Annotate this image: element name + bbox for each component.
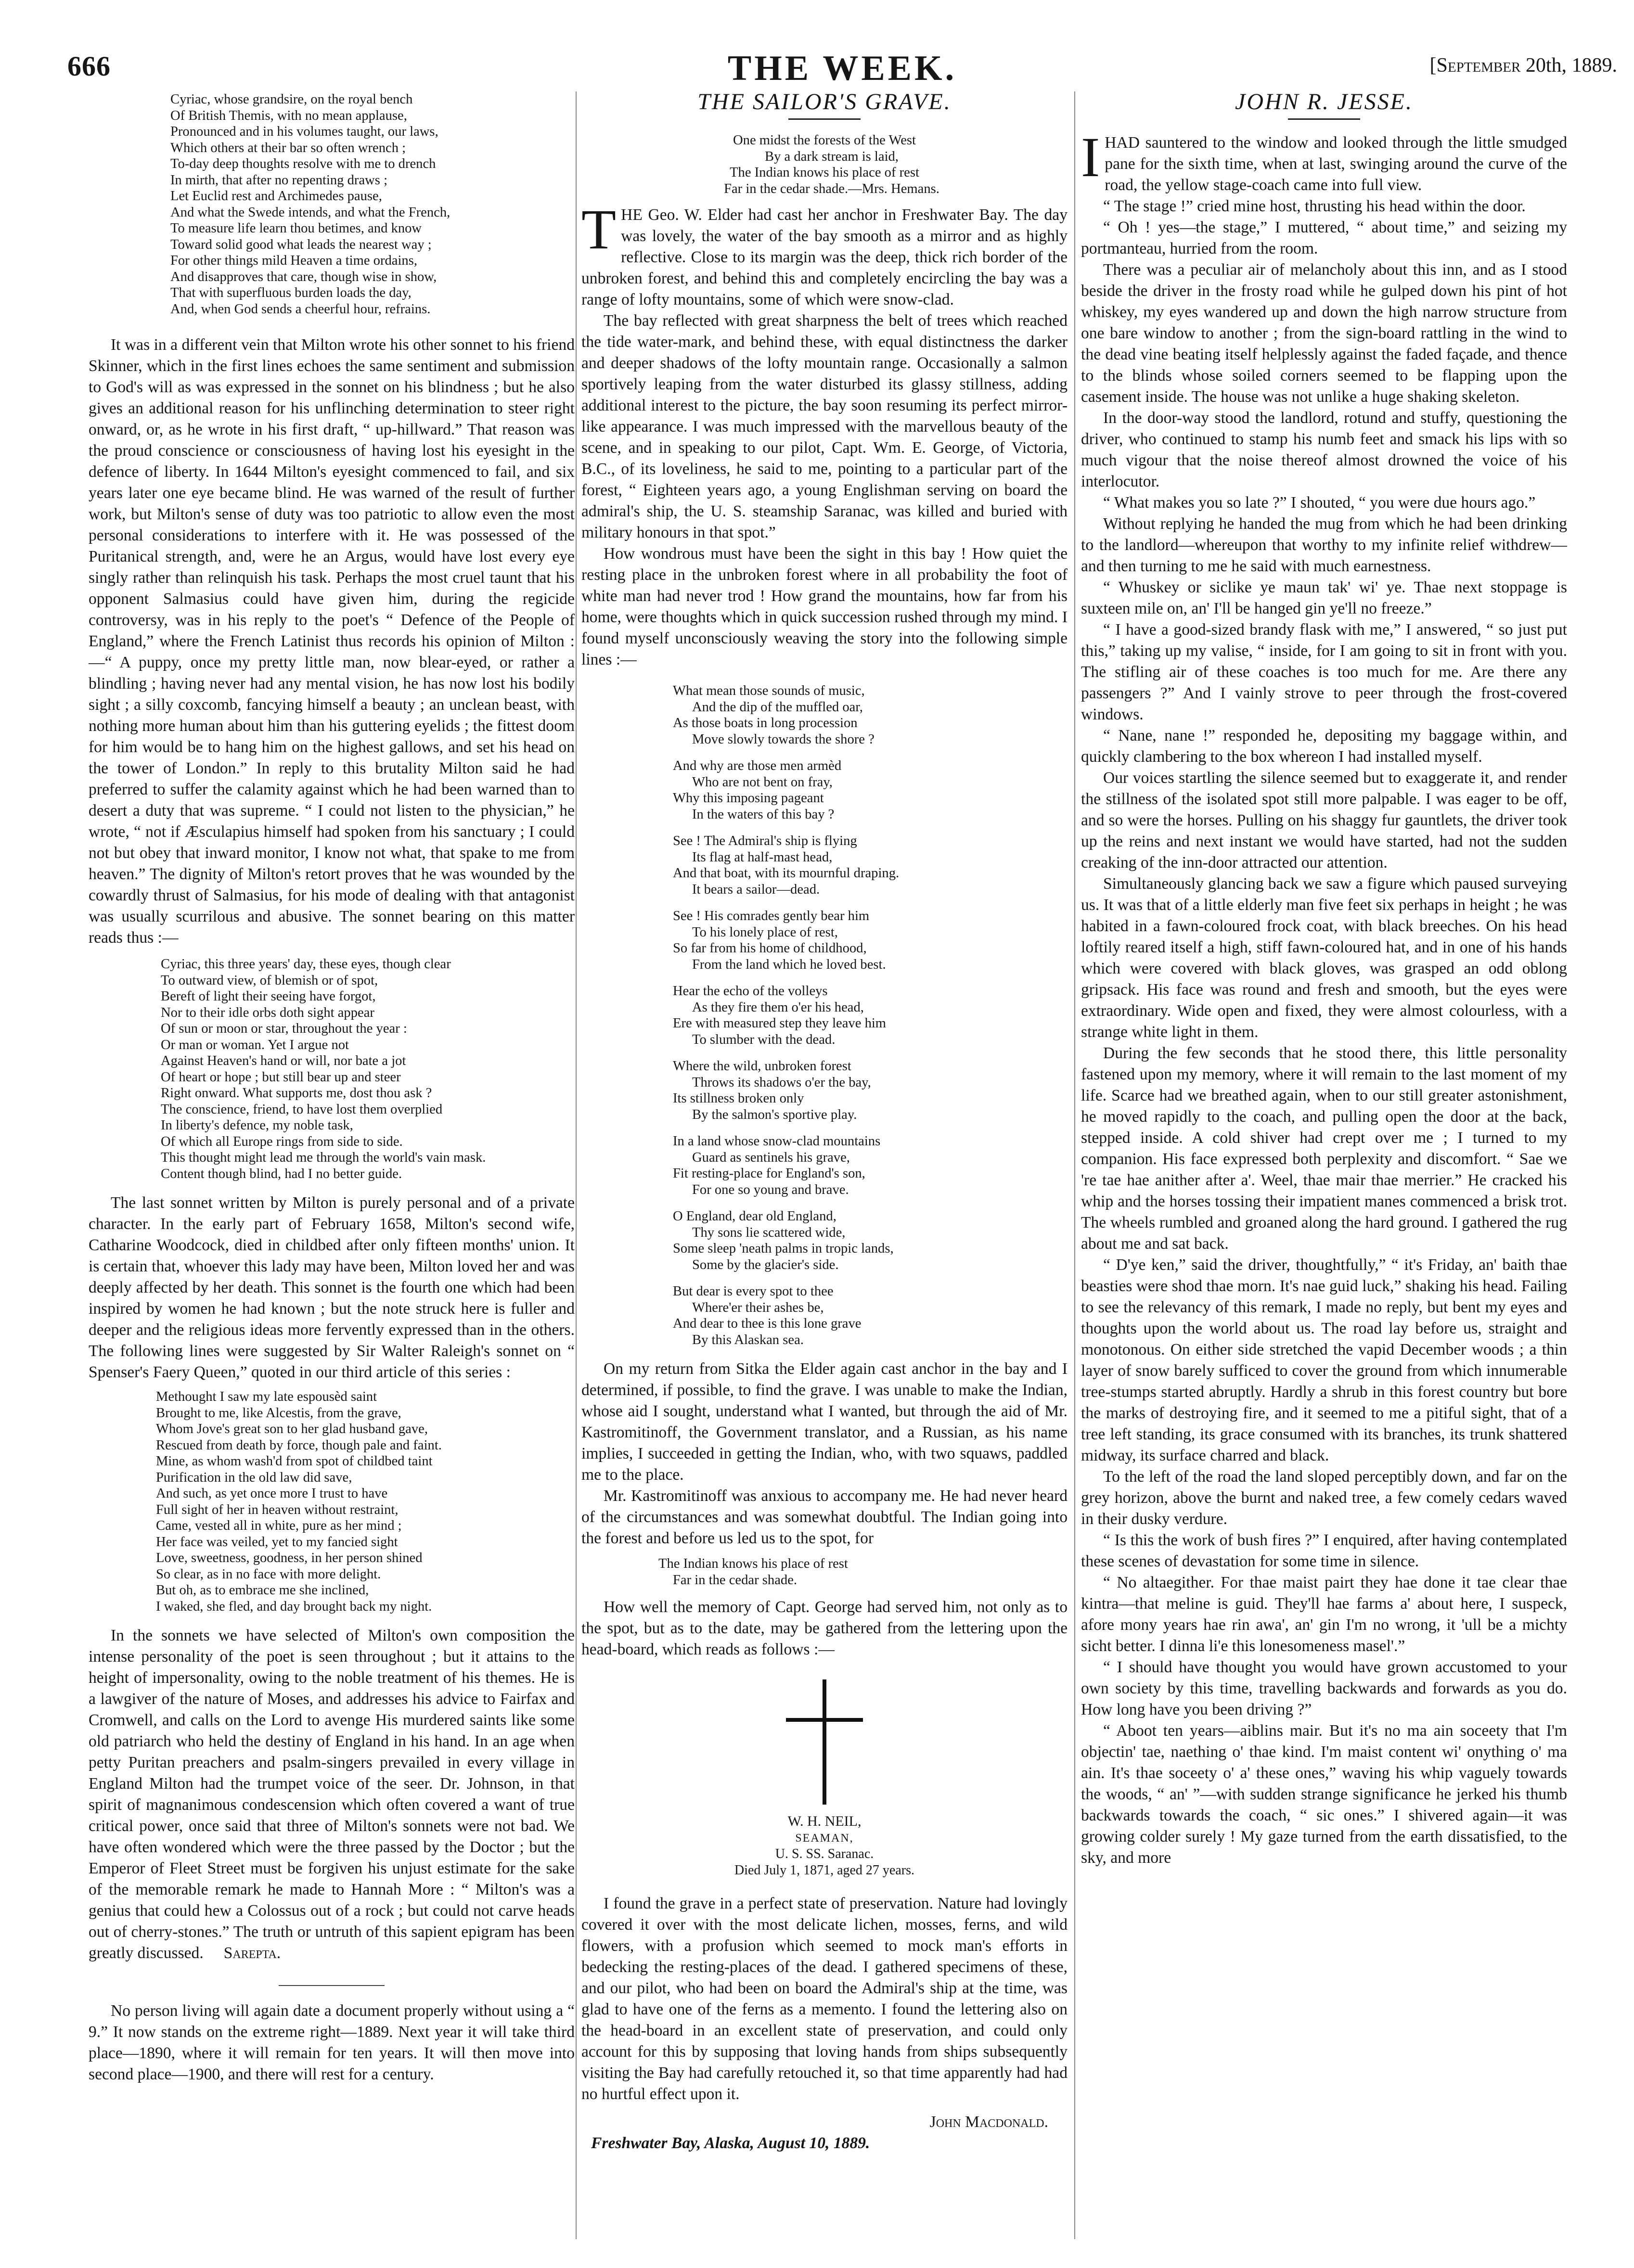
page-number: 666 xyxy=(67,51,111,82)
paragraph-last-sonnet: The last sonnet written by Milton is purely personal and of a private character. In the early part of February 1658, Milton's second wife, Catharine Woodcock, died in childbed after only fifteen months' union. It is certain that, whoever this lady may have been, Milton loved her and was deeply affected by her death. This sonnet is the fourth one which had been inspired by women he had known ; but the note struck here is fuller and deeper and the religious ideas more fervently expressed than in the others. The following lines were suggested by Sir Walter Raleigh's sonnet on “ Spenser's Faery Queen,” quoted in our third article of this series : xyxy=(89,1194,575,1381)
poem-line: Full sight of her in heaven without restraint, xyxy=(156,1502,399,1517)
paragraph-opening-right-text: HAD sauntered to the window and looked through the little smudged pane for the sixth time, when at last, swinging around the curve of the road, the yellow stage-coach came into full view. xyxy=(1105,134,1567,194)
issue-date xyxy=(1430,54,1618,77)
poem-line: Thy sons lie scattered wide, xyxy=(692,1225,846,1240)
poem-line: That with superfluous burden loads the day, xyxy=(170,285,412,300)
poem-line: Of British Themis, with no mean applause, xyxy=(170,108,407,123)
headboard-name: W. H. NEIL, xyxy=(787,1813,862,1829)
poem-stanza xyxy=(673,833,1068,897)
poem-line: Of which all Europe rings from side to side. xyxy=(161,1134,403,1149)
poem-line: The conscience, friend, to have lost them overplied xyxy=(161,1102,443,1117)
paragraph-return-sitka: On my return from Sitka the Elder again cast anchor in the bay and I determined, if possible, to find the grave. I was unable to make the Indian, whose aid I sought, understand what I wanted, but through the aid of Mr. Kastromitinoff, the Government translator, and a Russian, as his name implies, I succeeded in getting the Indian, who, with two squaws, paddled me to the place. xyxy=(581,1360,1068,1484)
poem-line: Nor to their idle orbs doth sight appear xyxy=(161,1005,374,1020)
poem-line: Its flag at half-mast head, xyxy=(692,849,833,865)
dropcap-letter: T xyxy=(581,198,617,261)
poem-line: For other things mild Heaven a time ordains, xyxy=(170,253,417,268)
poem-line: Content though blind, had I no better guide. xyxy=(161,1166,402,1181)
poem-line: And dear to thee is this lone grave xyxy=(673,1316,862,1331)
quote-indian-knows xyxy=(581,1556,1068,1588)
poem-line: Whom Jove's great son to her glad husband gave, xyxy=(156,1422,428,1436)
poem-line: Some by the glacier's side. xyxy=(692,1257,839,1272)
poem-line: In liberty's defence, my noble task, xyxy=(161,1118,353,1133)
poem-stanza xyxy=(673,683,1068,747)
paragraph-bay-reflection: The bay reflected with great sharpness the belt of trees which reached the tide water-mark, and behind these, with equal distinctness the darker and deeper shadows of the lofty mountain range. Occasionally a salmon sportively leaping from the water disturbed its glassy stillness, adding additional interest to the picture, the bay soon resuming its perfect mirror-like appearance. I was much impressed with the marvellous beauty of the scene, and in speaking to our pilot, Capt. Wm. E. George, of Victoria, B.C., of its loveliness, he said to me, pointing to a particular part of the forest, “ Eighteen years ago, a young Englishman serving on board the admiral's ship, the U. S. steamship Saranac, was killed and buried with military honours in that spot.” xyxy=(581,312,1068,541)
poem-line: Why this imposing pageant xyxy=(673,791,824,806)
paragraph-r7: Without replying he handed the mug from which he had been drinking to the landlord—whereupon that worthy to my infinite relief withdrew—and then turning to me he said with much earnestness. xyxy=(1081,515,1567,575)
poem-line: Purification in the old law did save, xyxy=(156,1470,352,1485)
poem-line: For one so young and brave. xyxy=(692,1182,849,1197)
poem-line: Where'er their ashes be, xyxy=(692,1300,824,1315)
sonnet-late-wife xyxy=(89,1389,575,1615)
paragraph-r6: “ What makes you so late ?” I shouted, “ you were due hours ago.” xyxy=(1103,494,1536,512)
cross-icon xyxy=(786,1679,863,1805)
paragraph-milton-skinner: It was in a different vein that Milton wrote his other sonnet to his friend Skinner, which in the first lines echoes the same sentiment and submission to God's will as was expressed in the sonnet on his blindness ; but he also gives an additional reason for his unflinching determination to steer right onward, or, as he wrote in his first draft, “ up-hillward.” That reason was the proud conscience or consciousness of having lost his eyesight in the defence of liberty. In 1644 Milton's eyesight commenced to fail, and six years later one eye became blind. He was warned of the result of further work, but Milton's sense of duty was too patriotic to allow even the most personal considerations to interfere with it. He was possessed of the Puritanical strength, and, were he an Argus, would have lost every eye singly rather than relinquish his task. Perhaps the most cruel taunt that his opponent Salmasius could have given him, during the regicide controversy, was in his reply to the poet's “ Defence of the People of England,” where the French Latinist thus records his opinion of Milton :—“ A puppy, once my pretty little man, now blear-eyed, or rather a blindling ; having never had any mental vision, he has now lost his bodily sight ; a silly coxcomb, fancying himself a beauty ; an unclean beast, with nothing more human about him than his guttering eyelids ; the fittest doom for him would be to hang him on the highest gallows, and set his head on the tower of London.” In reply to this brutality Milton said he had preferred to suffer the calamity against which he had been warned than to desert a duty that was supreme. “ I could not listen to the physician,” he wrote, “ not if Æsculapius himself had spoken from his sanctuary ; I could not but obey that inward monitor, I know not what, that spake to me from heaven.” The dignity of Milton's retort proves that he was wounded by the cowardly thrust of Salmasius, for his mode of dealing with that antagonist was usually scurrilous and abusive. The sonnet bearing on this matter reads thus :— xyxy=(89,336,575,947)
poem-line: Guard as sentinels his grave, xyxy=(692,1150,850,1165)
poem-stanza xyxy=(673,758,1068,822)
poem-line: Throws its shadows o'er the bay, xyxy=(692,1075,871,1090)
poem-line: Of heart or hope ; but still bear up and steer xyxy=(161,1069,401,1085)
dropcap-letter-right: I xyxy=(1081,126,1100,189)
right-column xyxy=(1081,91,1567,1869)
paragraph-wondrous-sight: How wondrous must have been the sight in this bay ! How quiet the resting place in the unbroken forest where in all probability the foot of white man had never trod ! How grand the mountains, how far from his home, were thoughts which in quick succession rushed through my mind. I found myself unconsciously weaving the story into the following simple lines :— xyxy=(581,545,1068,668)
poem-line: To slumber with the dead. xyxy=(692,1032,836,1047)
journal-title: THE WEEK. xyxy=(727,49,957,88)
paragraph-r5: In the door-way stood the landlord, rotund and stuffy, questioning the driver, who continued to stamp his numb feet and smack his lips with so much vigour that the noise thereof almost drowned the voice of his interlocutor. xyxy=(1081,409,1567,490)
paragraph-r2: “ The stage !” cried mine host, thrusting his head within the door. xyxy=(1103,197,1526,215)
paragraph-r17: “ No altaegither. For thae maist pairt they hae done it tae clear thae kintra—that meline is guid. They'll hae farms a' about here, I suspeck, afore mony years hae rin awa', an' gin I'm no wrong, it 'ull be a michty sicht better. I dinna li'e this lonesomeness masel'.” xyxy=(1081,1574,1567,1655)
title-rule xyxy=(788,118,861,120)
poem-line: In a land whose snow-clad mountains xyxy=(673,1134,881,1149)
poem-line: See ! The Admiral's ship is flying xyxy=(673,833,857,848)
poem-line: See ! His comrades gently bear him xyxy=(673,909,870,923)
poem-line: Right onward. What supports me, dost thou ask ? xyxy=(161,1086,432,1101)
issue-date-rest: 20th, 1889. xyxy=(1520,54,1617,77)
poem-line: So far from his home of childhood, xyxy=(673,941,867,956)
author-signature: Sarepta. xyxy=(223,1944,281,1962)
section-divider xyxy=(279,1985,385,1986)
poem-line: Fit resting-place for England's son, xyxy=(673,1166,865,1181)
paragraph-r18: “ I should have thought you would have grown accustomed to your own society by this time, travelling backwards and forwards as you do. How long have you been driving ?” xyxy=(1081,1658,1567,1718)
paragraph-r12: Simultaneously glancing back we saw a figure which paused surveying us. It was that of a little elderly man five feet six perhaps in height ; he was habited in a fawn-coloured frock coat, with black breeches. On his head loftily reared itself a high, stiff fawn-coloured hat, and in one of his hands which were covered with black gloves, was grasped an odd oblong gripsack. His face was round and fresh and smooth, but the eyes were extraordinary. Wide open and fixed, they were almost colourless, with a strange white light in them. xyxy=(1081,875,1567,1041)
paragraph-r19: “ Aboot ten years—aiblins mair. But it's no ma ain soceety that I'm objectin' tae, naething o' thae kind. I'm maist content wi' onything o' ma ain. It's thae soceety o' a' these ones,” waving his whip vaguely towards the woods, “ an' ”—with sudden strange significance he jerked his thumb backwards towards the coach, “ sic ones.” I shivered again—it was growing colder surely ! My gaze turned from the earth dissatisfied, to the sky, and more xyxy=(1081,1722,1567,1867)
poem-line: Hear the echo of the volleys xyxy=(673,984,828,999)
poem-line: Toward solid good what leads the nearest way ; xyxy=(170,237,432,252)
poem-line: This thought might lead me through the world's vain mask. xyxy=(161,1150,486,1165)
poem-line: Or man or woman. Yet I argue not xyxy=(161,1037,349,1052)
poem-line: Some sleep 'neath palms in tropic lands, xyxy=(673,1241,894,1256)
sailor-poem xyxy=(581,683,1068,1348)
headboard-rank: SEAMAN, xyxy=(795,1832,854,1845)
title-rule-right xyxy=(1288,118,1360,120)
poem-line: Came, vested all in white, pure as her mind ; xyxy=(156,1518,402,1533)
poem-stanza xyxy=(673,1058,1068,1123)
sonnet-blindness xyxy=(89,956,575,1182)
poem-line: To measure life learn thou betimes, and know xyxy=(170,221,422,236)
poem-line: O England, dear old England, xyxy=(673,1209,836,1224)
poem-line: And, when God sends a cheerful hour, refrains. xyxy=(170,301,431,317)
poem-line: Cyriac, this three years' day, these eyes, though clear xyxy=(161,957,451,972)
poem-line: Methought I saw my late espousèd saint xyxy=(156,1389,377,1404)
epigraph-line: The Indian knows his place of rest xyxy=(730,165,919,180)
paragraph-r8: “ Whuskey or siclike ye maun tak' wi' ye. Thae next stoppage is suxteen mile on, an' I'll be hanged gin ye'll no freeze.” xyxy=(1081,578,1567,617)
quote-line: The Indian knows his place of rest xyxy=(658,1556,848,1571)
column-divider-right xyxy=(1074,91,1075,2239)
headboard-inscription xyxy=(581,1679,1068,1879)
paragraph-opening-text: HE Geo. W. Elder had cast her anchor in Freshwater Bay. The day was lovely, the water of the bay smooth as a mirror and as highly reflective. Close to its margin was the deep, thick rich border of the unbroken forest, and behind this and completely encircling the bay was a range of lofty mountains, some of which were snow-clad. xyxy=(581,206,1068,308)
epigraph xyxy=(581,132,1068,197)
article-title-sailors-grave: THE SAILOR'S GRAVE. xyxy=(697,89,952,115)
issue-date-bracket: [ xyxy=(1429,54,1437,77)
poem-line: And that boat, with its mournful draping. xyxy=(673,866,900,881)
paragraph-date-note: No person living will again date a document properly without using a “ 9.” It now stands on the extreme right—1889. Next year it will take third place—1890, where it will remain for ten years. It will then move into second place—1900, and there will rest for a century. xyxy=(89,2002,575,2083)
poem-line: And such, as yet once more I trust to have xyxy=(156,1486,388,1501)
headboard-ship: U. S. SS. Saranac. xyxy=(775,1846,874,1861)
paragraph-grave-found: I found the grave in a perfect state of preservation. Nature had lovingly covered it over with the most delicate lichen, mosses, ferns, and wild flowers, with a profusion which seemed to mock man's efforts in bedecking the resting-places of the dead. I gathered specimens of these, and our pilot, who had been on board the Admiral's ship at the time, was glad to have one of the ferns as a memento. I found the lettering also on the head-board in an excellent state of preservation, and could only account for this by supposing that loving hands from ships subsequently visiting the Bay had carefully retouched it, so that time apparently had had no hurtful effect upon it. xyxy=(581,1895,1068,2103)
middle-column xyxy=(581,91,1068,2154)
issue-date-month: September xyxy=(1436,54,1521,77)
poem-line: Brought to me, like Alcestis, from the grave, xyxy=(156,1405,401,1421)
poem-line: I waked, she fled, and day brought back my night. xyxy=(156,1599,432,1614)
poem-line: Where the wild, unbroken forest xyxy=(673,1059,851,1074)
paragraph-opening xyxy=(581,198,1068,310)
paragraph-r13: During the few seconds that he stood there, this little personality fastened upon my memory, where it will remain to the last moment of my life. Scarce had we breathed again, when to our still greater astonishment, he moved rapidly to the coach, and pulling open the door at the back, stepped inside. A cold shiver had crept over me ; I turned to my companion. His face expressed both perplexity and discomfort. “ Sae we 're tae hae anither after a'. Weel, thae mair thae merrier.” He cracked his whip and the horses tossing their impatient manes commenced a brisk trot. The wheels rumbled and groaned along the hard ground. I gathered the rug about me and sat back. xyxy=(1081,1044,1567,1253)
poem-stanza xyxy=(673,1283,1068,1348)
poem-line: Pronounced and in his volumes taught, our laws, xyxy=(170,124,438,139)
paragraph-r11: Our voices startling the silence seemed but to exaggerate it, and render the stillness of the isolated spot still more palpable. I was eager to be off, and so were the horses. Pulling on his shaggy fur gauntlets, the driver took up the reins and next instant we would have started, had not the sudden creaking of the inn-door attracted our attention. xyxy=(1081,769,1567,871)
poem-stanza xyxy=(673,1208,1068,1273)
paragraph-r10: “ Nane, nane !” responded he, depositing my baggage within, and quickly clambering to the box whereon I had installed myself. xyxy=(1081,727,1567,766)
poem-line: But dear is every spot to thee xyxy=(673,1284,834,1299)
sonnet-skinner xyxy=(89,91,575,317)
paragraph-r15: To the left of the road the land sloped perceptibly down, and far on the grey horizon, above the burnt and naked tree, a few comely cedars waved in their dusky verdure. xyxy=(1081,1468,1567,1528)
poem-line: As they fire them o'er his head, xyxy=(692,999,864,1015)
poem-line: Cyriac, whose grandsire, on the royal bench xyxy=(170,92,413,107)
poem-line: To outward view, of blemish or of spot, xyxy=(161,973,378,988)
poem-line: Bereft of light their seeing have forgot, xyxy=(161,989,376,1004)
poem-line: Against Heaven's hand or will, nor bate a jot xyxy=(161,1053,406,1068)
poem-line: Her face was veiled, yet to my fancied sight xyxy=(156,1534,398,1550)
poem-line: In mirth, that after no repenting draws ; xyxy=(170,172,388,188)
paragraph-conclusion xyxy=(89,1625,575,1964)
paragraph-r14: “ D'ye ken,” said the driver, thoughtfully,” “ it's Friday, an' baith thae beasties were shod thae morn. It's nae guid luck,” shaking his head. Failing to see the relevancy of this remark, I made no reply, but bent my eyes and thoughts upon the world about us. The road lay before us, straight and monotonous. On either side stretched the vapid December woods ; a thin layer of snow barely sufficed to cover the ground from which innumerable tree-stumps started abruptly. Hardly a shrub in this forest country but bore the marks of destroying fire, and it seemed to me a pitiful sight, that of a tree left standing, its grace consumed with its branches, its trunk shattered midway, its surface charred and black. xyxy=(1081,1256,1567,1464)
column-divider-left xyxy=(576,91,577,2239)
poem-stanza xyxy=(673,908,1068,973)
poem-line: So clear, as in no face with more delight. xyxy=(156,1566,381,1582)
poem-line: Move slowly towards the shore ? xyxy=(692,731,875,747)
poem-line: But oh, as to embrace me she inclined, xyxy=(156,1583,369,1598)
poem-stanza xyxy=(673,1133,1068,1198)
article-title-jesse: JOHN R. JESSE. xyxy=(1235,89,1413,115)
epigraph-line: By a dark stream is laid, xyxy=(765,149,899,164)
poem-line: In the waters of this bay ? xyxy=(692,807,835,822)
paragraph-kastromitinoff: Mr. Kastromitinoff was anxious to accompany me. He had never heard of the circumstances and was somewhat doubtful. The Indian going into the forest and before us led us to the spot, for xyxy=(581,1487,1068,1547)
poem-line: By this Alaskan sea. xyxy=(692,1332,804,1347)
poem-line: And the dip of the muffled oar, xyxy=(692,699,863,715)
poem-stanza xyxy=(673,983,1068,1048)
poem-line: Love, sweetness, goodness, in her person shined xyxy=(156,1550,423,1565)
poem-line: And disapproves that care, though wise in show, xyxy=(170,269,437,284)
poem-line: By the salmon's sportive play. xyxy=(692,1107,857,1122)
poem-line: What mean those sounds of music, xyxy=(673,683,865,698)
poem-line: Which others at their bar so often wrench ; xyxy=(170,140,406,155)
paragraph-opening-right xyxy=(1081,126,1567,196)
article-author: John Macdonald. xyxy=(929,2113,1048,2131)
paragraph-r16: “ Is this the work of bush fires ?” I enquired, after having contemplated these scenes of devastation for some time in silence. xyxy=(1081,1531,1567,1570)
poem-line: And what the Swede intends, and what the French, xyxy=(170,205,450,220)
poem-line: It bears a sailor—dead. xyxy=(692,882,820,897)
paragraph-memory: How well the memory of Capt. George had served him, not only as to the spot, but as to the date, may be gathered from the lettering upon the head-board, which reads as follows :— xyxy=(581,1598,1068,1658)
poem-line: Let Euclid rest and Archimedes pause, xyxy=(170,189,382,204)
poem-line: Who are not bent on fray, xyxy=(692,774,833,790)
epigraph-line: Far in the cedar shade.—Mrs. Hemans. xyxy=(724,181,939,196)
poem-line: Mine, as whom wash'd from spot of childbed taint xyxy=(156,1454,433,1469)
poem-line: Rescued from death by force, though pale and faint. xyxy=(156,1437,442,1453)
headboard-died: Died July 1, 1871, aged 27 years. xyxy=(734,1863,915,1878)
quote-line: Far in the cedar shade. xyxy=(673,1572,798,1588)
poem-line: As those boats in long procession xyxy=(673,716,858,730)
poem-line: Its stillness broken only xyxy=(673,1091,804,1106)
left-column xyxy=(89,91,575,2085)
poem-line: And why are those men armèd xyxy=(673,758,842,773)
place-date: Freshwater Bay, Alaska, August 10, 1889. xyxy=(591,2134,870,2152)
paragraph-r4: There was a peculiar air of melancholy about this inn, and as I stood beside the driver in the frosty road while he gulped down his pint of hot whiskey, my eyes wandered up and down the high narrow structure from one bare window to another ; from the sign-board rattling in the wind to the dead vine beating itself helplessly against the faded façade, and thence to the blinds whose soiled corners seemed to be flapping upon the casement inside. The house was not unlike a huge shaking skeleton. xyxy=(1081,261,1567,406)
poem-line: To-day deep thoughts resolve with me to drench xyxy=(170,156,436,171)
poem-line: Of sun or moon or star, throughout the year : xyxy=(161,1021,407,1036)
paragraph-r9: “ I have a good-sized brandy flask with me,” I answered, “ so just put this,” taking up my valise, “ inside, for I am going to sit in front with you. The stifling air of these coaches is too much for me. Are there any passengers ?” And I vainly strove to peer through the frost-covered windows. xyxy=(1081,621,1567,723)
paragraph-r3: “ Oh ! yes—the stage,” I muttered, “ about time,” and seizing my portmanteau, hurried from the room. xyxy=(1081,218,1567,257)
epigraph-line: One midst the forests of the West xyxy=(733,133,916,148)
poem-line: To his lonely place of rest, xyxy=(692,924,838,940)
paragraph-conclusion-text: In the sonnets we have selected of Milton's own composition the intense personality of the poet is seen throughout ; but it attains to the height of impersonality, owing to the noble treatment of his themes. He is a lawgiver of the nature of Moses, and addresses his advice to Fairfax and Cromwell, and calls on the Lord to avenge His murdered saints like some old patriarch who held the destiny of England in his hand. In an age when petty Puritan preachers and psalm-singers prevailed in every village in England Milton had the trumpet voice of the seer. Dr. Johnson, in that spirit of magnanimous condescension which often covered a want of true critical power, once said that three of Milton's sonnets were not bad. We have often wondered which were the three passed by the Doctor ; but the Emperor of Fleet Street must be forgiven his unjust estimate for the sake of the memorable remark he made to Hannah More : “ Milton's was a genius that could hew a Colossus out of a rock ; but could not carve heads out of cherry-stones.” The truth or untruth of this sapient epigram has been greatly discussed. xyxy=(89,1627,575,1962)
poem-line: From the land which he loved best. xyxy=(692,957,886,972)
poem-line: Ere with measured step they leave him xyxy=(673,1016,887,1031)
